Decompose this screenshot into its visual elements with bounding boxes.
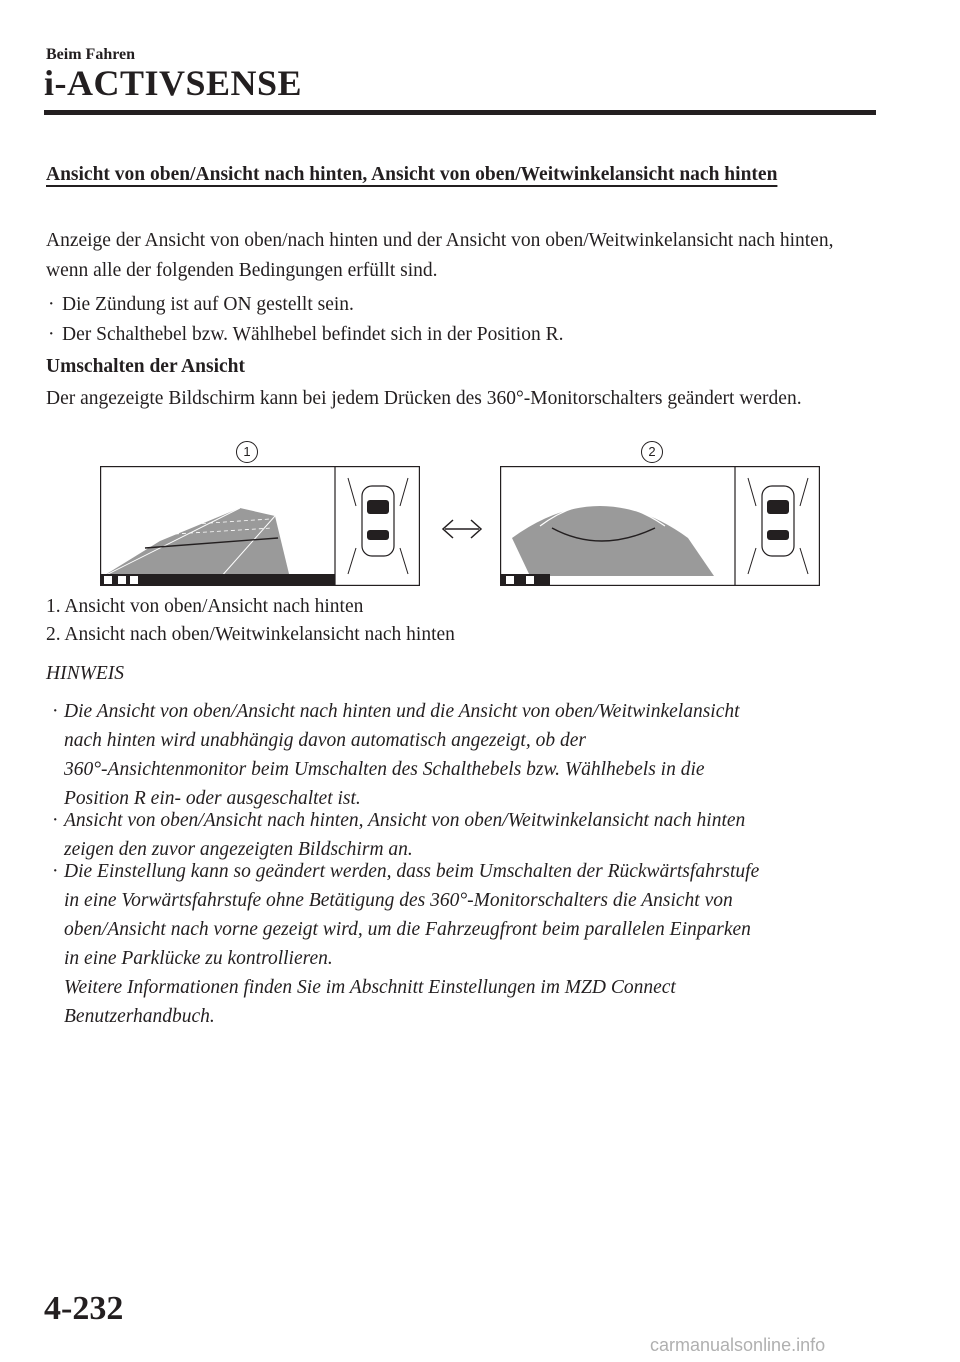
header-rule — [44, 110, 876, 115]
note-item — [52, 857, 862, 1031]
section-label: Beim Fahren — [46, 46, 136, 63]
page-number: 4-232 — [44, 1290, 124, 1327]
switch-arrow-icon — [440, 516, 484, 542]
note-line: Weitere Informationen finden Sie im Abschnitt Einstellungen im MZD Connect — [64, 977, 676, 998]
note-line: nach hinten wird unabhängig davon automatisch angezeigt, ob der — [64, 730, 586, 751]
note-line: oben/Ansicht nach vorne gezeigt wird, um die Fahrzeugfront beim parallelen Einparken — [64, 919, 751, 940]
note-line — [52, 806, 862, 835]
list-item-text: Die Zündung ist auf ON gestellt sein. — [62, 294, 354, 315]
subheading-paragraph: Der angezeigte Bildschirm kann bei jedem Drücken des 360°-Monitorschalters geändert werden. — [46, 388, 802, 409]
note-line-text: Die Ansicht von oben/Ansicht nach hinten und die Ansicht von oben/Weitwinkelansicht — [64, 701, 740, 722]
figure-marker-1: 1 — [236, 441, 258, 463]
subheading: Umschalten der Ansicht — [46, 356, 245, 377]
figure-caption-2: 2. Ansicht nach oben/Weitwinkelansicht nach hinten — [46, 624, 455, 645]
bullet-dot: · — [52, 810, 59, 831]
note-line: in eine Vorwärtsfahrstufe ohne Betätigung des 360°-Monitorschalters die Ansicht von — [64, 890, 733, 911]
list-item — [48, 320, 868, 350]
note-item — [52, 697, 862, 813]
bullet-dot: · — [48, 324, 55, 345]
page-heading-text: Ansicht von oben/Ansicht nach hinten, Ansicht von oben/Weitwinkelansicht nach hinten — [46, 164, 778, 185]
chapter-title: i-ACTIVSENSE — [44, 63, 303, 103]
watermark: carmanualsonline.info — [650, 1335, 826, 1355]
note-line-text: Ansicht von oben/Ansicht nach hinten, Ansicht von oben/Weitwinkelansicht nach hinten — [64, 810, 746, 831]
note-line: zeigen den zuvor angezeigten Bildschirm an. — [64, 839, 413, 860]
note-line: in eine Parklücke zu kontrollieren. — [64, 948, 333, 969]
note-line — [52, 857, 862, 886]
screen-top-wide-view — [500, 466, 820, 586]
bullet-dot: · — [52, 701, 59, 722]
page-heading — [46, 160, 846, 190]
bullet-dot: · — [48, 294, 55, 315]
list-item — [48, 290, 868, 320]
note-item — [52, 806, 862, 864]
figure-caption-1: 1. Ansicht von oben/Ansicht nach hinten — [46, 596, 364, 617]
bullet-dot: · — [52, 861, 59, 882]
note-line: Position R ein- oder ausgeschaltet ist. — [64, 788, 361, 809]
intro-paragraph: Anzeige der Ansicht von oben/nach hinten und der Ansicht von oben/Weitwinkelansicht nach hinten, wenn alle der folgenden Bedingungen erfüllt sind. — [46, 230, 834, 281]
note-line-text: Die Einstellung kann so geändert werden, dass beim Umschalten der Rückwärtsfahrstufe — [64, 861, 760, 882]
note-line: Benutzerhandbuch. — [64, 1006, 215, 1027]
note-line: 360°-Ansichtenmonitor beim Umschalten des Schalthebels bzw. Wählhebels in die — [64, 759, 705, 780]
screen-top-rear-view — [100, 466, 420, 586]
note-title: HINWEIS — [46, 663, 124, 684]
note-line — [52, 697, 862, 726]
figure-marker-2: 2 — [641, 441, 663, 463]
list-item-text: Der Schalthebel bzw. Wählhebel befindet sich in der Position R. — [62, 324, 564, 345]
